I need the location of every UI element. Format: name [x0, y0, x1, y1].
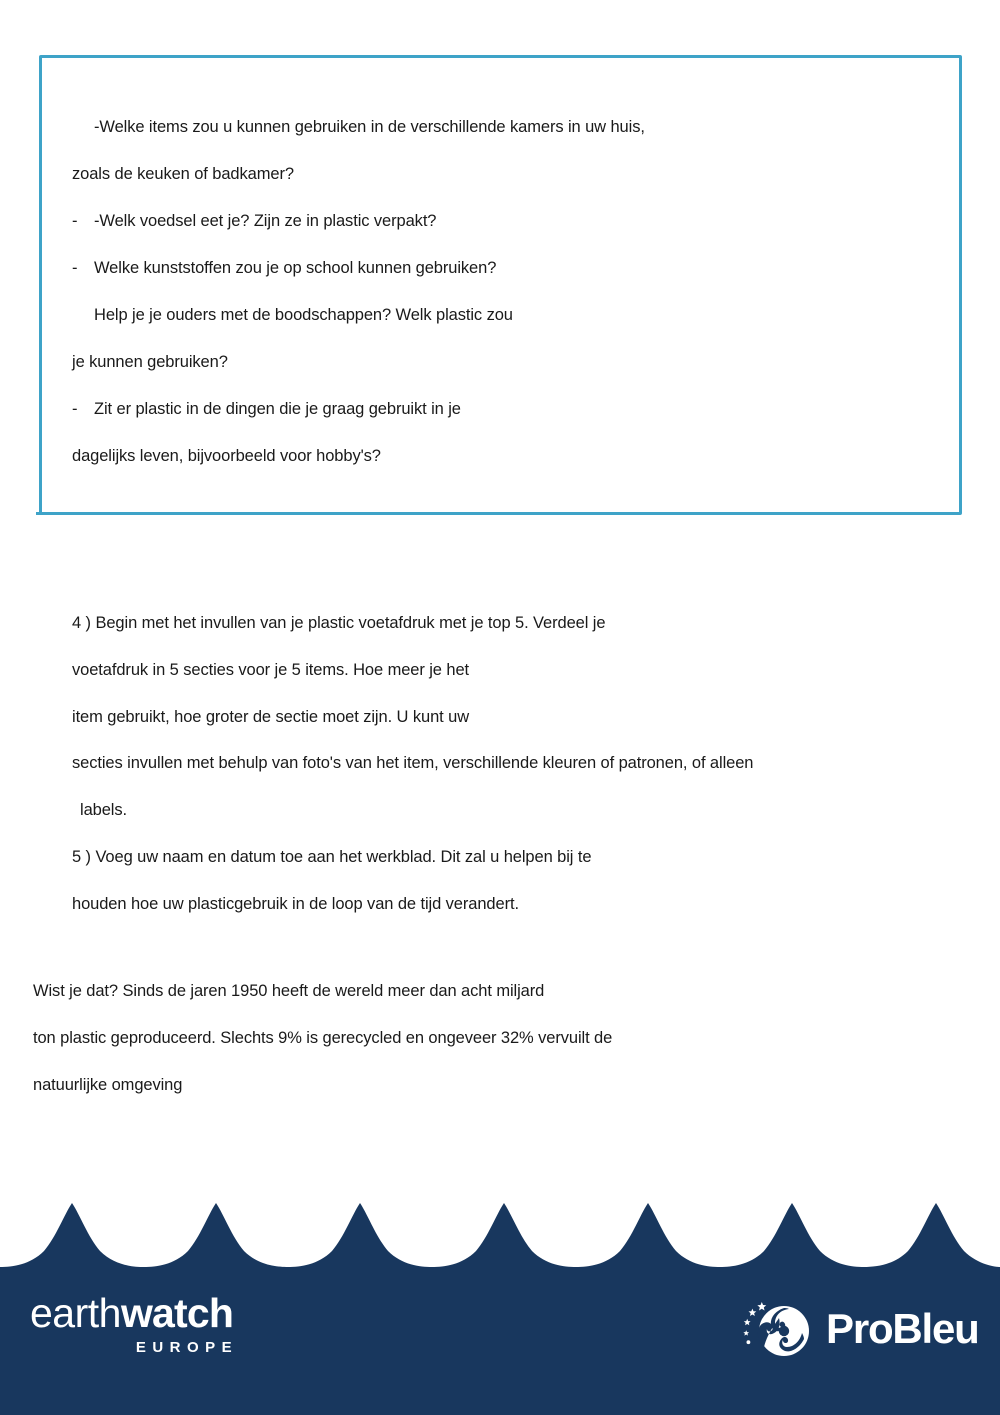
- probleu-swirl-emblem: [742, 1299, 814, 1363]
- question-text: Help je je ouders met de boodschappen? Welk plastic zou: [94, 306, 513, 324]
- instruction-line: 5 ) Voeg uw naam en datum toe aan het werkblad. Dit zal u helpen bij te: [72, 847, 592, 866]
- fact-line: Wist je dat? Sinds de jaren 1950 heeft de wereld meer dan acht miljard: [33, 982, 545, 1000]
- question-line: [72, 151, 939, 198]
- probleu-logo: [742, 1299, 982, 1365]
- question-line: [72, 339, 939, 386]
- question-callout-box: [39, 55, 962, 515]
- question-text: zoals de keuken of badkamer?: [72, 165, 294, 183]
- question-line: [72, 386, 939, 433]
- question-line: [72, 433, 939, 480]
- instruction-line: labels.: [80, 801, 127, 820]
- instruction-line: voetafdruk in 5 secties voor je 5 items. Hoe meer je het: [72, 660, 470, 679]
- question-text: je kunnen gebruiken?: [72, 353, 228, 371]
- question-line: [72, 245, 939, 292]
- question-text: -Welk voedsel eet je? Zijn ze in plastic verpakt?: [94, 212, 437, 230]
- bullet-dash-icon: -: [72, 212, 78, 230]
- earthwatch-word-bold: watch: [120, 1290, 234, 1336]
- probleu-circle-mark: [758, 1306, 809, 1356]
- question-text: dagelijks leven, bijvoorbeeld voor hobby's?: [72, 447, 381, 465]
- earthwatch-word-light: earth: [30, 1290, 121, 1336]
- question-line: [72, 292, 939, 339]
- bullet-dash-icon: -: [72, 259, 78, 277]
- question-text: Zit er plastic in de dingen die je graag gebruikt in je: [94, 400, 461, 418]
- instruction-line: houden hoe uw plasticgebruik in de loop van de tijd verandert.: [72, 894, 519, 913]
- question-list: [72, 104, 939, 480]
- fact-line: ton plastic geproduceerd. Slechts 9% is gerecycled en ongeveer 32% vervuilt de: [33, 1029, 613, 1047]
- question-line: [72, 104, 939, 151]
- earthwatch-subtitle: EUROPE: [135, 1339, 239, 1356]
- page-footer: [0, 1195, 1000, 1415]
- earthwatch-europe-logo: [30, 1291, 300, 1356]
- instruction-list: [72, 600, 952, 928]
- question-line: [72, 198, 939, 245]
- footer-logos: [0, 1195, 1000, 1415]
- fact-line: natuurlijke omgeving: [33, 1076, 183, 1094]
- earthwatch-wordmark: [30, 1291, 300, 1335]
- bullet-dash-icon: -: [72, 400, 78, 418]
- instruction-line: secties invullen met behulp van foto's van het item, verschillende kleuren of patronen, of alleen: [72, 754, 754, 773]
- did-you-know-paragraph: [33, 968, 933, 1109]
- instruction-line: 4 ) Begin met het invullen van je plastic voetafdruk met je top 5. Verdeel je: [72, 614, 606, 632]
- question-text: Welke kunststoffen zou je op school kunnen gebruiken?: [94, 259, 497, 277]
- question-text: -Welke items zou u kunnen gebruiken in de verschillende kamers in uw huis,: [94, 118, 645, 136]
- probleu-wordmark: ProBleu: [826, 1305, 979, 1352]
- instruction-line: item gebruikt, hoe groter de sectie moet zijn. U kunt uw: [72, 707, 470, 726]
